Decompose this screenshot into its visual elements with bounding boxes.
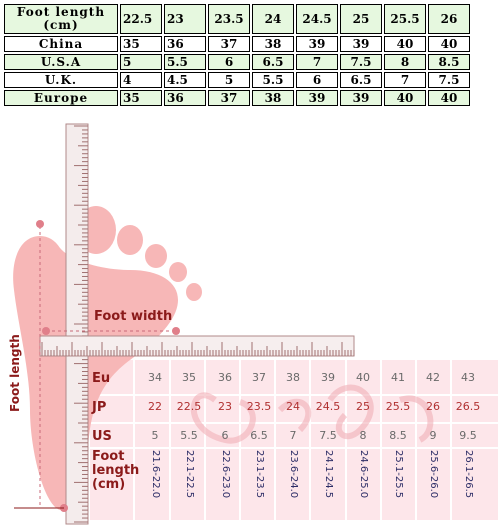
- table-cell: 7: [296, 54, 338, 70]
- table-cell: 36: [164, 36, 206, 52]
- foot-length-value: 23.1-23.5: [254, 450, 265, 499]
- table-row-china: [4, 36, 470, 52]
- foot-length-value: 21.6-22.0: [150, 450, 161, 499]
- table-cell: 35: [120, 90, 162, 106]
- table-cell: 7: [384, 72, 426, 88]
- eu-value: 41: [391, 371, 405, 384]
- table-row-uk: [4, 72, 470, 88]
- eu-value: 37: [252, 371, 266, 384]
- jp-value: 25.5: [385, 400, 411, 413]
- foot-length-row: [88, 450, 498, 514]
- us-value: 9: [429, 429, 437, 442]
- table-cell: 4.5: [164, 72, 206, 88]
- horizontal-ruler: [40, 336, 354, 356]
- table-cell: 7.5: [428, 72, 470, 88]
- table-cell: 4: [120, 72, 162, 88]
- row-label: China: [4, 36, 118, 52]
- size-conversion-chart: [88, 362, 498, 517]
- foot-length-cm-label: Foot length (cm): [92, 449, 140, 492]
- us-value: 7: [289, 429, 297, 442]
- table-cell: 5.5: [164, 54, 206, 70]
- table-cell: 5: [120, 54, 162, 70]
- table-cell: 40: [428, 90, 470, 106]
- size-cell: 26: [428, 4, 470, 34]
- jp-value: 24.5: [315, 400, 341, 413]
- eu-value: 40: [356, 371, 370, 384]
- eu-value: 39: [321, 371, 335, 384]
- table-cell: 37: [208, 36, 250, 52]
- table-cell: 37: [208, 90, 250, 106]
- eu-value: 34: [148, 371, 162, 384]
- foot-length-value: 24.1-24.5: [323, 450, 334, 499]
- jp-value: 25: [356, 400, 370, 413]
- jp-value: 22: [148, 400, 162, 413]
- table-cell: 5: [208, 72, 250, 88]
- jp-value: 26: [426, 400, 440, 413]
- us-value: 7.5: [319, 429, 337, 442]
- table-cell: 39: [340, 36, 382, 52]
- eu-value: 42: [426, 371, 440, 384]
- eu-value: 36: [218, 371, 232, 384]
- table-cell: 39: [340, 90, 382, 106]
- foot-length-value: 23.6-24.0: [288, 450, 299, 499]
- foot-length-value: 22.6-23.0: [220, 450, 231, 499]
- foot-length-value: 22.1-22.5: [184, 450, 195, 499]
- table-row-usa: [4, 54, 470, 70]
- jp-value: 26.5: [455, 400, 481, 413]
- size-cell: 25.5: [384, 4, 426, 34]
- table-cell: 6: [208, 54, 250, 70]
- table-cell: 36: [164, 90, 206, 106]
- us-value: 5: [151, 429, 159, 442]
- table-cell: 7.5: [340, 54, 382, 70]
- us-value: 5.5: [180, 429, 198, 442]
- eu-value: 38: [286, 371, 300, 384]
- table-cell: 38: [252, 90, 294, 106]
- us-value: 9.5: [459, 429, 477, 442]
- foot-length-value: 26.1-26.5: [463, 450, 474, 499]
- table-cell: 8.5: [428, 54, 470, 70]
- us-value: 6: [221, 429, 229, 442]
- row-label: U.S.A: [4, 54, 118, 70]
- jp-value: 23.5: [246, 400, 272, 413]
- table-cell: 39: [296, 36, 338, 52]
- size-cell: 25: [340, 4, 382, 34]
- row-label: Europe: [4, 90, 118, 106]
- size-cell: 22.5: [120, 4, 162, 34]
- size-table-header-row: [4, 4, 470, 34]
- size-cell: 23: [164, 4, 206, 34]
- us-label: US: [92, 429, 112, 444]
- table-cell: 38: [252, 36, 294, 52]
- jp-value: 22.5: [176, 400, 202, 413]
- foot-length-value: 25.1-25.5: [393, 450, 404, 499]
- header-label-cell: Foot length (cm): [4, 4, 118, 34]
- table-row-europe: [4, 90, 470, 106]
- jp-value: 23: [218, 400, 232, 413]
- size-cell: 24.5: [296, 4, 338, 34]
- eu-label: Eu: [92, 371, 111, 386]
- eu-value: 35: [182, 371, 196, 384]
- vertical-ruler: [66, 124, 88, 524]
- table-cell: 40: [384, 36, 426, 52]
- us-value: 8: [359, 429, 367, 442]
- size-cell: 24: [252, 4, 294, 34]
- table-cell: 40: [384, 90, 426, 106]
- foot-length-value: 24.6-25.0: [358, 450, 369, 499]
- jp-value: 24: [286, 400, 300, 413]
- us-value: 6.5: [250, 429, 268, 442]
- jp-label: JP: [92, 400, 107, 415]
- table-cell: 6.5: [340, 72, 382, 88]
- foot-width-label: Foot width: [94, 309, 173, 324]
- foot-length-label: Foot length: [8, 334, 22, 412]
- size-table: [2, 2, 472, 108]
- table-cell: 35: [120, 36, 162, 52]
- table-cell: 5.5: [252, 72, 294, 88]
- table-cell: 6.5: [252, 54, 294, 70]
- us-value: 8.5: [389, 429, 407, 442]
- table-cell: 6: [296, 72, 338, 88]
- foot-length-value: 25.6-26.0: [428, 450, 439, 499]
- size-cell: 23.5: [208, 4, 250, 34]
- table-cell: 39: [296, 90, 338, 106]
- table-cell: 40: [428, 36, 470, 52]
- table-cell: 8: [384, 54, 426, 70]
- eu-value: 43: [461, 371, 475, 384]
- row-label: U.K.: [4, 72, 118, 88]
